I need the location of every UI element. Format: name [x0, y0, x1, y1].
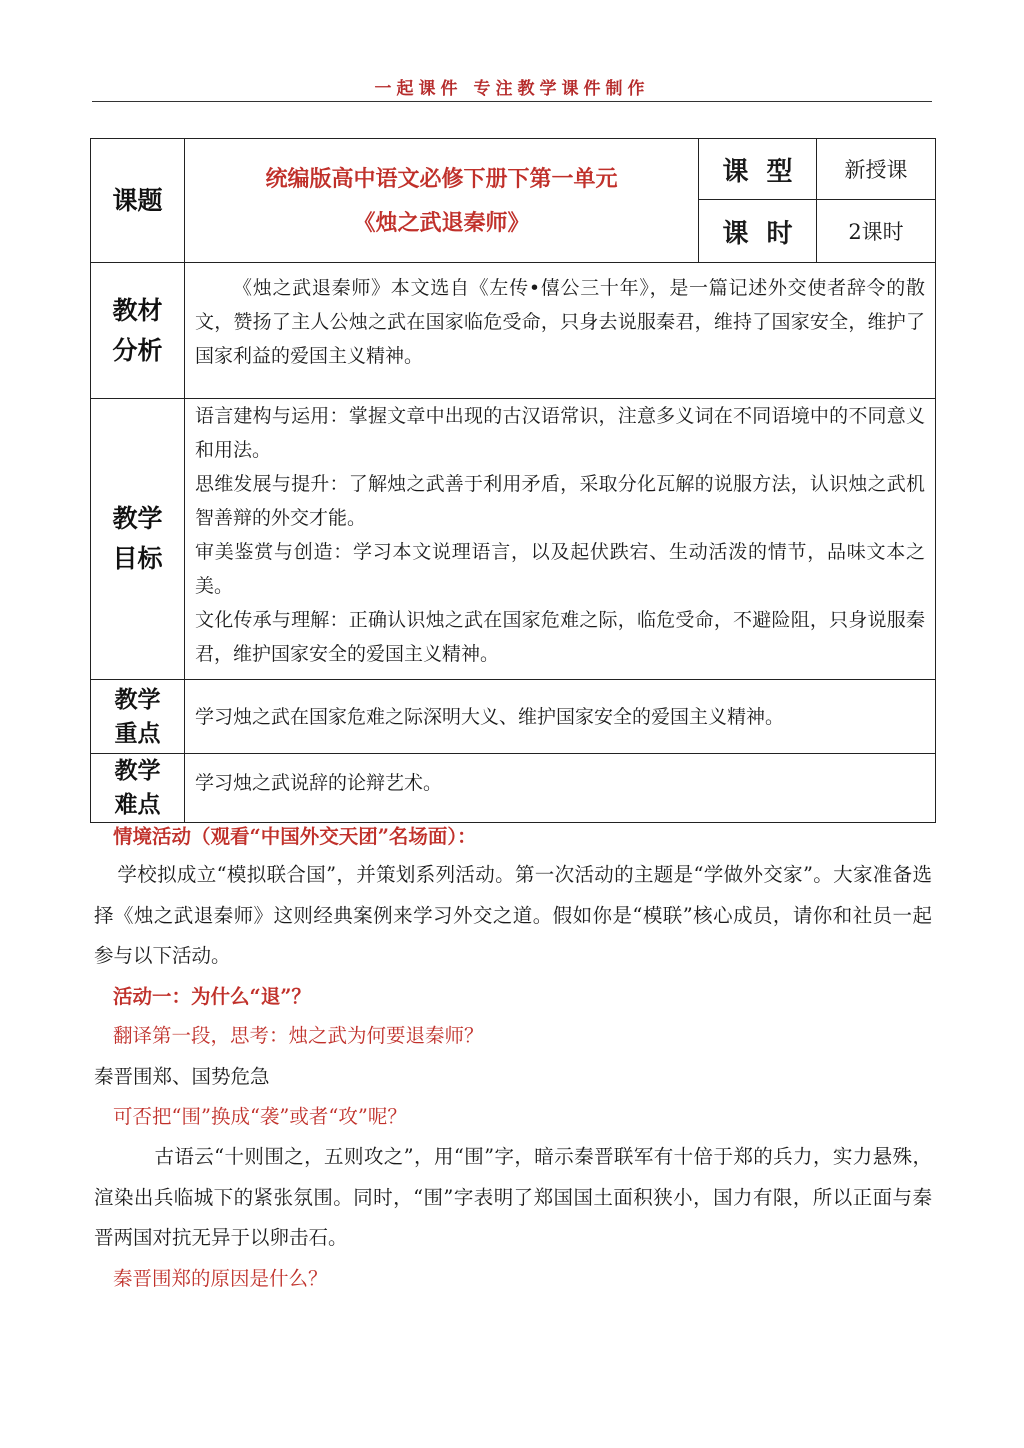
question-3: 秦晋围郑的原因是什么？ [113, 1267, 328, 1290]
analysis-row [91, 263, 936, 399]
analysis-label-line1: 教材 [112, 295, 163, 325]
lesson-title-line1: 统编版高中语文必修下册下第一单元 [265, 165, 618, 192]
goal-item: 思维发展与提升：了解烛之武善于利用矛盾，采取分化瓦解的说服方法，认识烛之武机智善辩的外交才能。 [195, 473, 925, 529]
lesson-title-line2: 《烛之武退秦师》 [353, 209, 530, 236]
key-points-label-line1: 教学 [114, 685, 161, 713]
goals-label-line1: 教学 [112, 504, 163, 533]
question-2: 可否把“围”换成“袭”或者“攻”呢？ [113, 1105, 407, 1128]
page-header-brand: 一起课件 专注教学课件制作 [374, 79, 650, 99]
goal-item: 文化传承与理解：正确认识烛之武在国家危难之际，临危受命，不避险阻，只身说服秦君，维护国家安全的爱国主义精神。 [195, 609, 925, 665]
key-points-label-line2: 重点 [114, 719, 161, 747]
analysis-label-line2: 分析 [112, 335, 163, 365]
question-1: 翻译第一段，思考：烛之武为何要退秦师？ [113, 1024, 484, 1047]
lesson-hours-value: 2课时 [817, 200, 936, 263]
topic-row [91, 139, 936, 200]
goals-list [185, 399, 936, 680]
analysis-text: 《烛之武退秦师》本文选自《左传•僖公三十年》，是一篇记述外交使者辞令的散文，赞扬了主人公烛之武在国家临危受命，只身去说服秦君，维持了国家安全，维护了国家利益的爱国主义精神。 [185, 263, 936, 399]
goals-row [91, 399, 936, 680]
difficulty-text: 学习烛之武说辞的论辩艺术。 [185, 754, 936, 823]
difficulty-label-line2: 难点 [114, 791, 161, 818]
answer-2: 古语云“十则围之，五则攻之”，用“围”字，暗示秦晋联军有十倍于郑的兵力，实力悬殊，渲染出兵临城下的紧张氛围。同时，“围”字表明了郑国国土面积狭小，国力有限，所以正面与秦晋两国对抗无异于以卵击石。 [94, 1145, 932, 1249]
goal-item: 语言建构与运用：掌握文章中出现的古汉语常识，注意多义词在不同语境中的不同意义和用法。 [195, 405, 925, 461]
lesson-type-value: 新授课 [817, 139, 936, 200]
goals-label [91, 399, 185, 680]
difficulty-row [91, 754, 936, 823]
answer-1: 秦晋围郑、国势危急 [94, 1065, 270, 1088]
key-points-row [91, 680, 936, 754]
lesson-title [185, 139, 699, 263]
analysis-label [91, 263, 185, 399]
key-points-text: 学习烛之武在国家危难之际深明大义、维护国家安全的爱国主义精神。 [185, 680, 936, 754]
scenario-text: 学校拟成立“模拟联合国”，并策划系列活动。第一次活动的主题是“学做外交家”。大家准备选择《烛之武退秦师》这则经典案例来学习外交之道。假如你是“模联”核心成员，请你和社员一起参与以下活动。 [94, 863, 932, 967]
lesson-type-label: 课型 [699, 139, 817, 200]
key-points-label [91, 680, 185, 754]
topic-label: 课题 [91, 139, 185, 263]
difficulty-label-line1: 教学 [114, 757, 161, 784]
goal-item: 审美鉴赏与创造：学习本文说理语言，以及起伏跌宕、生动活泼的情节，品味文本之美。 [195, 541, 925, 597]
lesson-hours-label: 课时 [699, 200, 817, 263]
scenario-heading: 情境活动（观看“中国外交天团”名场面）： [113, 825, 477, 848]
header-divider [92, 101, 932, 102]
goals-label-line2: 目标 [112, 544, 163, 573]
lesson-plan-table [90, 138, 936, 823]
difficulty-label [91, 754, 185, 823]
activity1-heading: 活动一：为什么“退”？ [113, 985, 311, 1008]
